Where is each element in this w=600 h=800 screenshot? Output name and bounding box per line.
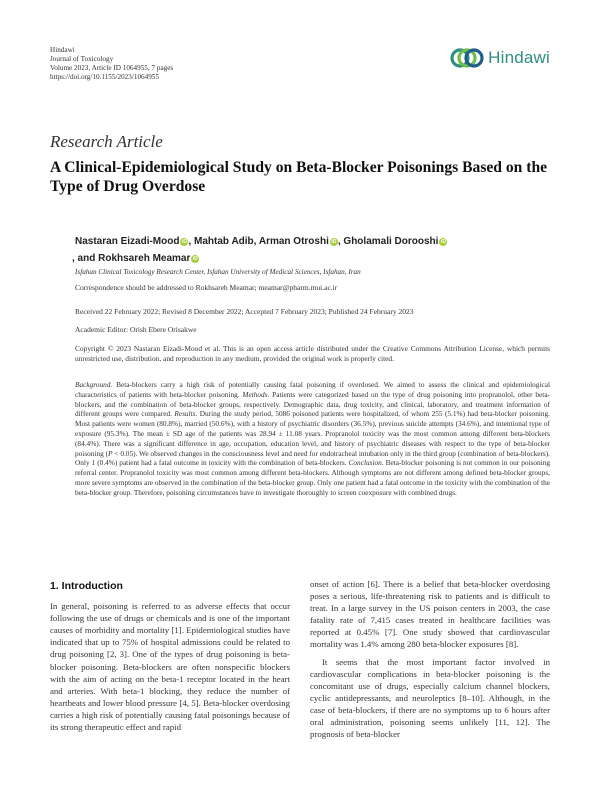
author-separator: , [337, 236, 344, 247]
hindawi-rings-icon [450, 46, 484, 70]
author-name[interactable]: Rokhsareh Meamar [98, 253, 191, 264]
orcid-icon[interactable]: iD [192, 256, 198, 262]
journal-meta [50, 46, 173, 82]
abstract-conclusion-text: Beta-blocker poisoning is not common in our poisoning referral center. Propranolol toxicity was most common among different beta-blockers. Although symptoms are not different among defined beta-blocker groups, more severe symptoms are observed in the combination of the beta-blocker group. Only one patient had a fatal outcome in the toxicity with the combination of the beta-blocker group. Therefore, poisoning circumstances have to investigate thoroughly to screen coexposure with combined drugs. [75, 458, 550, 497]
author-name[interactable]: Nastaran Eizadi-Mood [75, 236, 180, 247]
section-heading-introduction: 1. Introduction [50, 580, 123, 592]
correspondence: Correspondence should be addressed to Rokhsareh Meamar; meamar@pharm.mui.ac.ir [75, 283, 338, 292]
author-separator: , [188, 236, 195, 247]
author-name[interactable]: Gholamali Dorooshi [343, 236, 439, 247]
intro-paragraph: It seems that the most important factor involved in cardiovascular complications in beta-blocker poisoning is the concomitant use of drugs, especially calcium channel blockers, cyclic antidepressants, and neuroleptics [8–10]. Although, in the case of beta-blockers, if there are no symptoms up to 6 hours after oral administration, poisoning seems unlikely [11, 12]. The prognosis of beta-blocker [310, 656, 550, 740]
abstract-results-label: Results. [174, 409, 198, 419]
publisher-name: Hindawi [50, 46, 75, 54]
abstract-results-text-cont: < 0.05). We observed changes in the consciousness level and need for endotracheal intubation only in the third group (combination of beta-blockers). Only 1 (0.4%) patient had a fatal outcome in toxicity with the combination of beta-blockers. [75, 448, 550, 468]
publication-dates: Received 22 February 2022; Revised 8 December 2022; Accepted 7 February 2023; Published 24 February 2023 [75, 307, 414, 316]
author-separator: , [253, 236, 259, 247]
author-conjunction: , and [72, 253, 99, 264]
abstract-methods-label: Methods. [242, 389, 270, 399]
hindawi-logo[interactable] [450, 46, 550, 70]
abstract [75, 380, 550, 498]
logo-wordmark: Hindawi [488, 48, 550, 67]
body-column-right [310, 578, 550, 740]
author-list [72, 233, 555, 267]
abstract-results-text: During the study period, 5086 poisoned patients were hospitalized, of whom 255 (5.1%) had beta-blocker poisoning. Most patients were women (80.8%), married (50.6%), with a history of psychiatric disorders (36.5%), previous suicide attempts (34.6%), and intentional type of exposure (95.3%). The mean ± SD age of the patients was 28.94 ± 11.08 years. Propranolol toxicity was the most common among different beta-blockers (84.4%). There was a significant difference in age, occupation, education level, and history of psychiatric diseases with respect to the type of beta-blocker poisoning ( [75, 409, 550, 458]
abstract-background-text: Beta-blockers carry a high risk of potentially causing fatal poisoning if overdosed. We aimed to assess the clinical and epidemiological characteristics of patients with beta-blocker poisoning. [75, 380, 550, 399]
affiliation: Isfahan Clinical Toxicology Research Center, Isfahan University of Medical Sciences, Isfahan, Iran [75, 268, 361, 276]
abstract-methods-text: Patients were categorized based on the type of drug poisoning into propranolol, other beta-blockers, and the combination of beta-blocker groups, respectively. Demographic data, drug toxicity, and clinical, laboratory, and treatment information of different groups were compared. [75, 389, 550, 419]
abstract-conclusion-label: Conclusion. [348, 458, 384, 468]
orcid-icon[interactable]: iD [331, 239, 337, 245]
intro-paragraph: In general, poisoning is referred to as adverse effects that occur following the use of drugs or chemicals and is one of the important causes of morbidity and mortality [1]. Epidemiological studies have indicated that up to 75% of hospital admissions could be related to drug poisoning [2, 3]. One of the types of drug poisoning is beta-blocker poisoning. Beta-blockers are often nonspecific blockers with the aim of acting on the beta-1 receptor located in the heart and arteries. With beta-1 blocking, they reduce the number of heartbeats and lower blood pressure [4, 5]. Beta-blocker overdosing carries a high risk of potentially causing fatal poisonings because of its strong therapeutic effect and rapid [50, 601, 290, 733]
intro-paragraph: onset of action [6]. There is a belief that beta-blocker overdosing poses a serious, life-threatening risk to patients and is difficult to treat. In a large survey in the US poison centers in 2003, the case fatality rate of 7,415 cases treated in healthcare facilities was reported at 0.45% [7]. One study showed that cardiovascular mortality was 1.4% among 280 beta-blocker exposures [8]. [310, 579, 550, 650]
orcid-icon[interactable]: iD [440, 239, 446, 245]
author-name[interactable]: Mahtab Adib [194, 236, 254, 247]
copyright-notice: Copyright © 2023 Nastaran Eizadi-Mood et al. This is an open access article distributed under the Creative Commons Attribution License, which permits unrestricted use, distribution, and reproduction in any medium, provided the original work is properly cited. [75, 344, 550, 363]
author-name[interactable]: Arman Otroshi [258, 236, 329, 247]
abstract-background-label: Background. [75, 380, 113, 389]
body-column-left [50, 580, 290, 733]
doi-link[interactable]: https://doi.org/10.1155/2023/1064955 [50, 73, 160, 81]
article-type: Research Article [50, 132, 163, 151]
orcid-icon[interactable]: iD [181, 239, 187, 245]
volume-line: Volume 2023, Article ID 1064955, 7 pages [50, 64, 174, 72]
academic-editor: Academic Editor: Orish Ebere Orisakwe [75, 325, 197, 334]
article-title: A Clinical-Epidemiological Study on Beta-Blocker Poisonings Based on the Type of Drug Overdose [50, 159, 548, 195]
journal-name: Journal of Toxicology [50, 55, 114, 63]
p-value-symbol: P [108, 448, 113, 458]
